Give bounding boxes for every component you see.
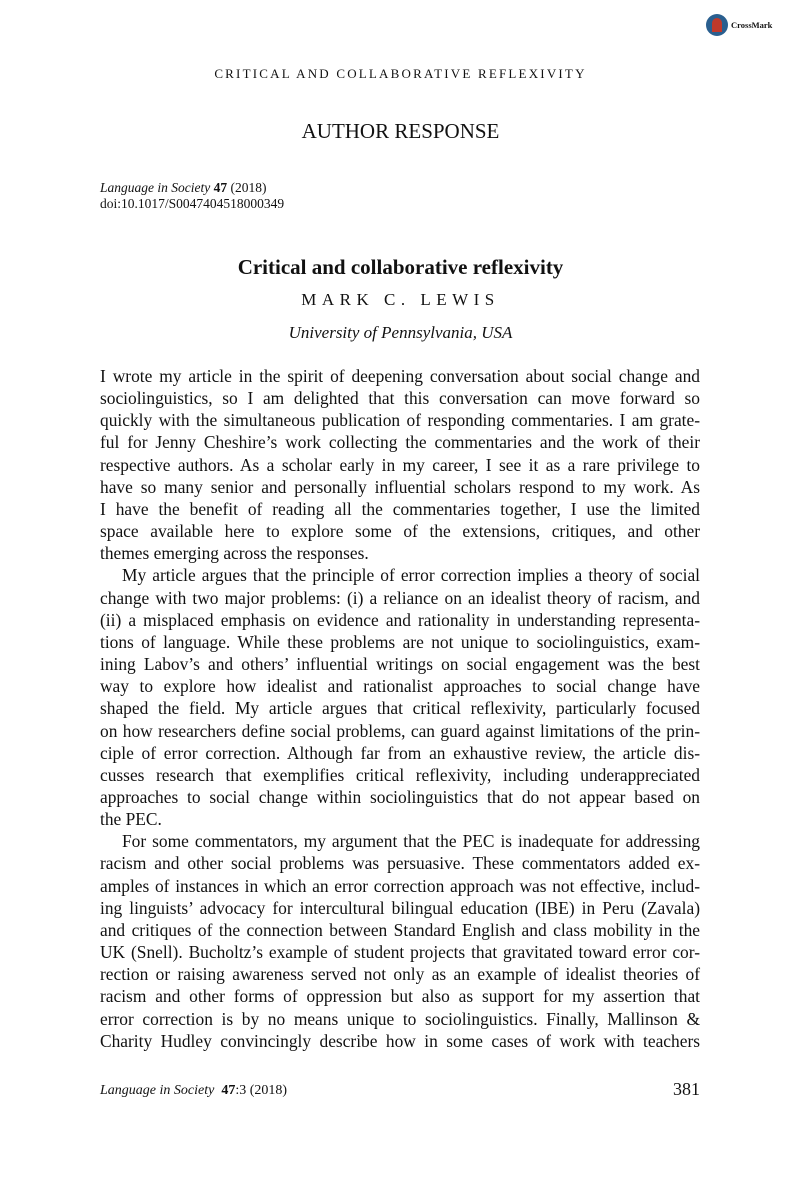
text-line: rection or raising awareness served not only as an example of idealist theories of — [100, 964, 700, 985]
text-line: I have the benefit of reading all the commentaries together, I use the limited — [100, 498, 700, 519]
paragraph — [100, 830, 700, 1052]
text-line: approaches to social change within sociolinguistics that do not appear based on — [100, 786, 700, 807]
text-line: way to explore how idealist and rationalist approaches to social change have — [100, 676, 700, 697]
page-number: 381 — [673, 1079, 700, 1099]
running-head: CRITICAL AND COLLABORATIVE REFLEXIVITY — [214, 66, 587, 81]
journal-name: Language in Society — [100, 180, 211, 195]
footer-issue: :3 (2018) — [235, 1083, 288, 1098]
year: (2018) — [230, 180, 267, 195]
text-line: cusses research that exemplifies critical reflexivity, including underappreciated — [100, 764, 700, 785]
text-line: have so many senior and personally influential scholars respond to my work. As — [100, 476, 700, 497]
paragraph — [100, 365, 700, 564]
text-line: UK (Snell). Bucholtz’s example of student projects that gravitated toward error cor- — [100, 942, 700, 963]
text-line: error correction is by no means unique to sociolinguistics. Finally, Mallinson & — [100, 1008, 700, 1029]
volume: 47 — [213, 180, 228, 195]
text-line: amples of instances in which an error correction approach was not effective, includ- — [100, 875, 700, 896]
text-line: ful for Jenny Cheshire’s work collecting the commentaries and the work of their — [100, 432, 700, 453]
text-line: sociolinguistics, so I am delighted that this conversation can move forward so — [100, 388, 700, 409]
footer-journal: Language in Society — [100, 1083, 215, 1098]
text-line: ciple of error correction. Although far from an exhaustive review, the article dis- — [100, 742, 700, 763]
text-line: space available here to explore some of the extensions, critiques, and other — [100, 521, 700, 542]
text-line: racism and other social problems was persuasive. These commentators added ex- — [100, 853, 700, 874]
text-line: quickly with the simultaneous publication of responding commentaries. I am grate- — [100, 410, 700, 431]
text-line: respective authors. As a scholar early in my career, I see it as a rare privilege to — [100, 454, 700, 475]
text-line: For some commentators, my argument that the PEC is inadequate for addressing — [122, 831, 700, 852]
crossmark-label: CrossMark — [731, 20, 773, 30]
crossmark-icon — [706, 14, 728, 36]
text-line: the PEC. — [100, 809, 162, 830]
author-name: MARK C. LEWIS — [301, 290, 500, 309]
footer-volume: 47 — [221, 1083, 236, 1098]
text-line: Charity Hudley convincingly describe how in some cases of work with teachers — [100, 1030, 700, 1051]
text-line: themes emerging across the responses. — [100, 543, 369, 564]
text-line: shaped the field. My article argues that critical reflexivity, particularly focused — [100, 698, 700, 719]
text-line: tions of language. While these problems are not unique to sociolinguistics, exam- — [100, 631, 700, 652]
paragraph — [100, 564, 700, 830]
doi: doi:10.1017/S0047404518000349 — [100, 196, 285, 211]
article-title: Critical and collaborative reflexivity — [237, 255, 564, 279]
text-line: (ii) a misplaced emphasis on evidence and rationality in understanding representa- — [100, 609, 700, 630]
text-line: change with two major problems: (i) a reliance on an idealist theory of racism, and — [100, 587, 700, 608]
text-line: and critiques of the connection between Standard English and class mobility in the — [100, 919, 700, 940]
author-affiliation: University of Pennsylvania, USA — [288, 323, 513, 342]
text-line: racism and other forms of oppression but also as support for my assertion that — [100, 986, 700, 1007]
text-line: ining Labov’s and others’ influential writings on social engagement was the best — [100, 654, 700, 675]
text-line: I wrote my article in the spirit of deepening conversation about social change and — [100, 366, 700, 386]
footer-citation — [100, 1083, 287, 1099]
text-line: on how researchers define social problems, can guard against limitations of the prin- — [100, 720, 700, 741]
text-line: My article argues that the principle of error correction implies a theory of social — [122, 565, 700, 586]
citation-block — [100, 180, 284, 212]
crossmark-logo[interactable] — [706, 14, 772, 36]
article-body — [100, 365, 700, 1052]
text-line: ing linguists’ advocacy for intercultural bilingual education (IBE) in Peru (Zavala) — [100, 897, 700, 918]
section-heading: AUTHOR RESPONSE — [301, 119, 500, 143]
